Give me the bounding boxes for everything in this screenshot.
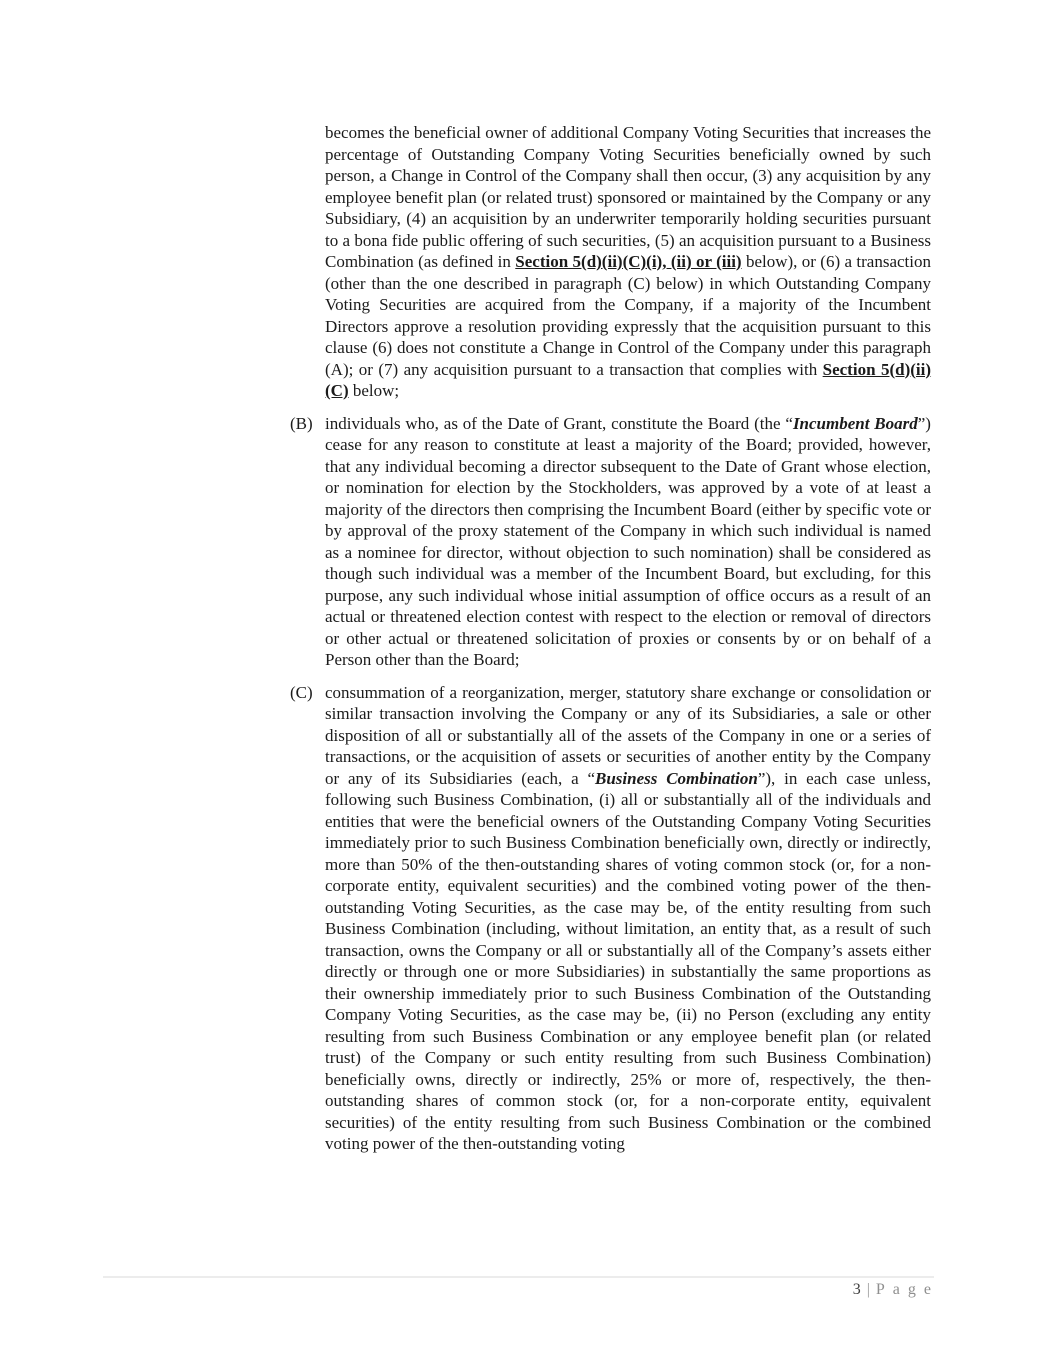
text-run: ”) cease for any reason to constitute at least a majority of the Board; provided, however, that any individual becoming a director subsequent to the Date of Grant whose election, or nomination for election by the Stockholders, was approved by a vote of at least a majority of the directors then comprising the Incumbent Board (either by specific vote or by approval of the proxy statement of the Company in which such individual is named as a nominee for director, without objection to such nomination) shall be considered as though such individual was a member of the Incumbent Board, but excluding, for this purpose, any such individual whose initial assumption of office occurs as a result of an actual or threatened election contest with respect to the election or removal of directors or other actual or threatened solicitation of proxies or consents by or on behalf of a Person other than the Board; (325, 413, 931, 669)
defined-term: Business Combination (595, 768, 758, 788)
section-reference: Section 5(d)(ii)(C)(i), (ii) or (iii) (515, 252, 742, 271)
paragraph-label: (C) (290, 682, 313, 702)
text-run: below; (348, 381, 400, 400)
text-run: consummation of a reorganization, merger, statutory share exchange or consolidation or similar transaction involving the Company or any of its Subsidiaries, a sale or other disposition of all or substantially all of the assets of the Company in one or a series of transactions, or the acquisition of assets or securities of another entity by the Company or any of its Subsidiaries (each, a “ (325, 682, 931, 788)
footer-separator: | (866, 1281, 870, 1298)
text-run: ”), in each case unless, following such Business Combination, (i) all or substantially all of the individuals and entities that were the beneficial owners of the Outstanding Company Voting Securities immediately prior to such Business Combination beneficially own, directly or indirectly, more than 50% of the then-outstanding shares of voting common stock (or, for a non-corporate entity, equivalent securities) and the combined voting power of the then-outstanding Voting Securities, as the case may be, of the entity resulting from such Business Combination (including, without limitation, an entity that, as a result of such transaction, owns the Company or all or substantially all of the Company’s assets either directly or through one or more Subsidiaries) in substantially the same proportions as their ownership immediately prior to such Business Combination of the Outstanding Company Voting Securities, as the case may be, (ii) no Person (excluding any entity resulting from such Business Combination or any employee benefit plan (or related trust) of the Company or such entity resulting from such Business Combination) beneficially owns, directly or indirectly, 25% or more of, respectively, the then-outstanding shares of common stock (or, for a non-corporate entity, equivalent securities) of the entity resulting from such Business Combination or the combined voting power of the then-outstanding voting (325, 768, 931, 1153)
page-footer (852, 1281, 939, 1299)
defined-term: Incumbent Board (792, 413, 918, 433)
text-run: individuals who, as of the Date of Grant, constitute the Board (the “ (325, 413, 793, 433)
text-run: below), or (6) a transaction (other than the one described in paragraph (C) below) in which Outstanding Company Voting Securities are acquired from the Company, if a majority of the Incumbent Directors approve a resolution providing expressly that the acquisition pursuant to this clause (6) does not constitute a Change in Control of the Company under this paragraph (A); or (7) any acquisition pursuant to a transaction that complies with (325, 252, 931, 379)
footer-divider (103, 1276, 934, 1278)
document-body (290, 122, 931, 1155)
paragraph-label: (B) (290, 413, 313, 433)
section-reference: Section 5(d)(ii)(C) (325, 359, 932, 400)
paragraph-b (290, 413, 931, 671)
paragraph-a-continuation (325, 122, 931, 402)
text-run: becomes the beneficial owner of additional Company Voting Securities that increases the percentage of Outstanding Company Voting Securities beneficially owned by such person, a Change in Control of the Company shall then occur, (3) any acquisition by any employee benefit plan (or related trust) sponsored or maintained by the Company or any Subsidiary, (4) an acquisition by an underwriter temporarily holding securities pursuant to a bona fide public offering of such securities, (5) an acquisition pursuant to a Business Combination (as defined in (325, 123, 931, 271)
footer-page-label: Page (875, 1281, 939, 1298)
page-number: 3 (852, 1281, 861, 1298)
paragraph-c (290, 682, 931, 1155)
